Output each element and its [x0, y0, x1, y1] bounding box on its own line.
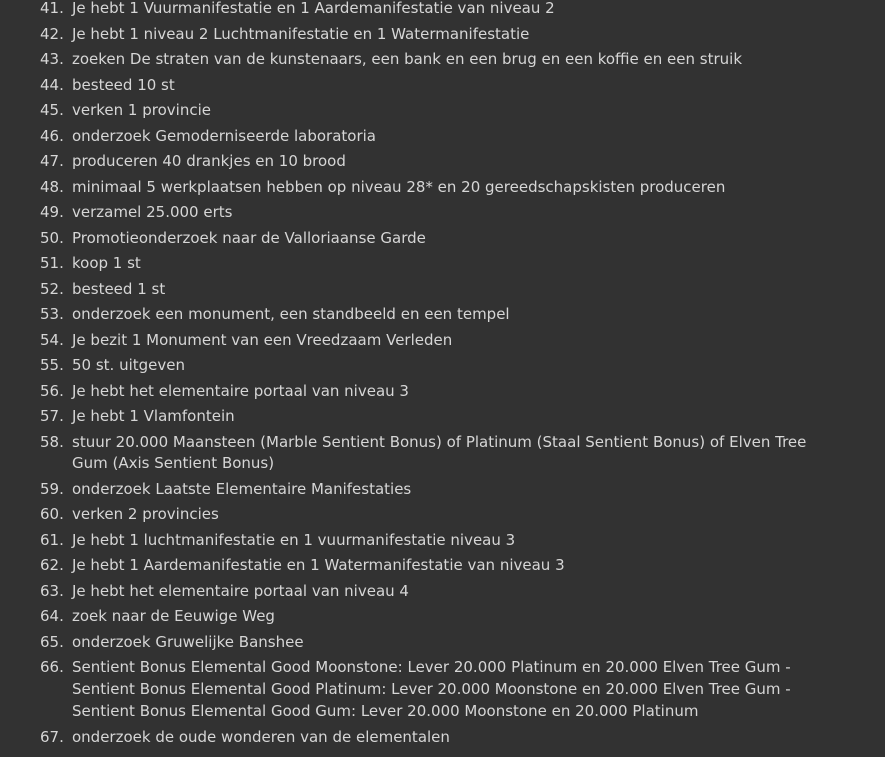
list-item: [0, 432, 885, 476]
list-item-number: 56.: [40, 381, 64, 400]
list-item-number: 62.: [40, 556, 64, 575]
list-item-text: Sentient Bonus Elemental Good Gum: Lever 20.000 Moonstone en 20.000 Platinum: [72, 702, 699, 721]
list-item: [0, 530, 885, 552]
list-item-text: Promotieonderzoek naar de Valloriaanse Garde: [72, 228, 426, 247]
list-item-number: 42.: [40, 24, 64, 43]
list-item: [0, 49, 885, 71]
list-item-number: 58.: [40, 432, 64, 451]
list-item-text: verzamel 25.000 erts: [72, 203, 233, 221]
list-item-text: onderzoek een monument, een standbeeld en een tempel: [72, 305, 510, 323]
list-item: [0, 727, 885, 749]
list-item: [0, 177, 885, 199]
list-item-number: 53.: [40, 305, 64, 323]
list-item-text: besteed 10 st: [72, 75, 175, 94]
list-item-number: 48.: [40, 177, 64, 196]
list-item-text: Gum (Axis Sentient Bonus): [72, 454, 275, 473]
list-item: [0, 0, 885, 20]
list-item-number: 64.: [40, 607, 64, 626]
list-item-text: Je hebt 1 Aardemanifestatie en 1 Watermanifestatie van niveau 3: [72, 556, 565, 575]
list-item: [0, 304, 885, 326]
list-item-number: 57.: [40, 407, 64, 425]
list-item: [0, 606, 885, 628]
list-item: [0, 406, 885, 428]
list-item-number: 67.: [40, 727, 64, 746]
list-item-number: 49.: [40, 203, 64, 221]
list-item-number: 55.: [40, 356, 64, 374]
list-item-text: onderzoek de oude wonderen van de elementalen: [72, 727, 450, 746]
list-item: [0, 253, 885, 275]
list-item: [0, 657, 885, 723]
list-item: [0, 330, 885, 352]
list-item-number: 54.: [40, 330, 64, 349]
list-item-number: 60.: [40, 505, 64, 524]
list-item-text: Je hebt 1 niveau 2 Luchtmanifestatie en 1 Watermanifestatie: [72, 24, 530, 43]
list-item-number: 61.: [40, 530, 64, 549]
list-item-text: verken 2 provincies: [72, 505, 219, 524]
list-item-text: Je hebt het elementaire portaal van niveau 4: [72, 581, 409, 600]
list-item-text: Je hebt 1 luchtmanifestatie en 1 vuurmanifestatie niveau 3: [72, 530, 516, 549]
list-item-number: 51.: [40, 254, 64, 272]
list-item-number: 63.: [40, 581, 64, 600]
list-item-number: 59.: [40, 479, 64, 498]
list-item-text: Sentient Bonus Elemental Good Moonstone: Lever 20.000 Platinum en 20.000 Elven Tree Gum -: [72, 658, 791, 677]
list-item: [0, 202, 885, 224]
list-item-number: 52.: [40, 279, 64, 298]
list-item: [0, 581, 885, 603]
list-item-number: 66.: [40, 658, 64, 677]
list-item-text: besteed 1 st: [72, 279, 166, 298]
list-item-text: Je hebt 1 Vlamfontein: [72, 407, 235, 425]
list-item-number: 43.: [40, 50, 64, 68]
list-item: [0, 355, 885, 377]
list-item-number: 50.: [40, 228, 64, 247]
list-item-text: stuur 20.000 Maansteen (Marble Sentient Bonus) of Platinum (Staal Sentient Bonus) of Elven Tree: [72, 432, 807, 451]
list-item-number: 44.: [40, 75, 64, 94]
list-item-text: 50 st. uitgeven: [72, 356, 186, 374]
list-item-number: 46.: [40, 126, 64, 145]
list-item: [0, 479, 885, 501]
list-item-text: zoeken De straten van de kunstenaars, een bank en een brug en een koffie en een struik: [72, 50, 743, 68]
list-item-text: Je hebt het elementaire portaal van niveau 3: [72, 381, 409, 400]
list-item-text: verken 1 provincie: [72, 101, 211, 119]
list-item-text: Je bezit 1 Monument van een Vreedzaam Verleden: [72, 330, 453, 349]
list-item-text: koop 1 st: [72, 254, 141, 272]
list-item-number: 47.: [40, 152, 64, 170]
list-item: [0, 100, 885, 122]
list-item-text: onderzoek Gemoderniseerde laboratoria: [72, 126, 376, 145]
list-item-number: 65.: [40, 632, 64, 651]
list-item: [0, 381, 885, 403]
list-item: [0, 75, 885, 97]
list-item-text: produceren 40 drankjes en 10 brood: [72, 152, 346, 170]
list-item-number: 41.: [40, 0, 64, 17]
list-item-text: zoek naar de Eeuwige Weg: [72, 607, 275, 626]
list-item-text: Je hebt 1 Vuurmanifestatie en 1 Aardemanifestatie van niveau 2: [72, 0, 555, 17]
list-item: [0, 632, 885, 654]
list-item-number: 45.: [40, 101, 64, 119]
list-item-text: minimaal 5 werkplaatsen hebben op niveau 28* en 20 gereedschapskisten produceren: [72, 177, 726, 196]
list-item-text: onderzoek Laatste Elementaire Manifestaties: [72, 479, 412, 498]
list-item-text: onderzoek Gruwelijke Banshee: [72, 632, 304, 651]
list-item: [0, 279, 885, 301]
list-item: [0, 24, 885, 46]
list-item: [0, 555, 885, 577]
list-item: [0, 228, 885, 250]
list-item-text: Sentient Bonus Elemental Good Platinum: Lever 20.000 Moonstone en 20.000 Elven Tree Gum -: [72, 680, 791, 699]
list-item: [0, 504, 885, 526]
list-item: [0, 151, 885, 173]
list-item: [0, 126, 885, 148]
